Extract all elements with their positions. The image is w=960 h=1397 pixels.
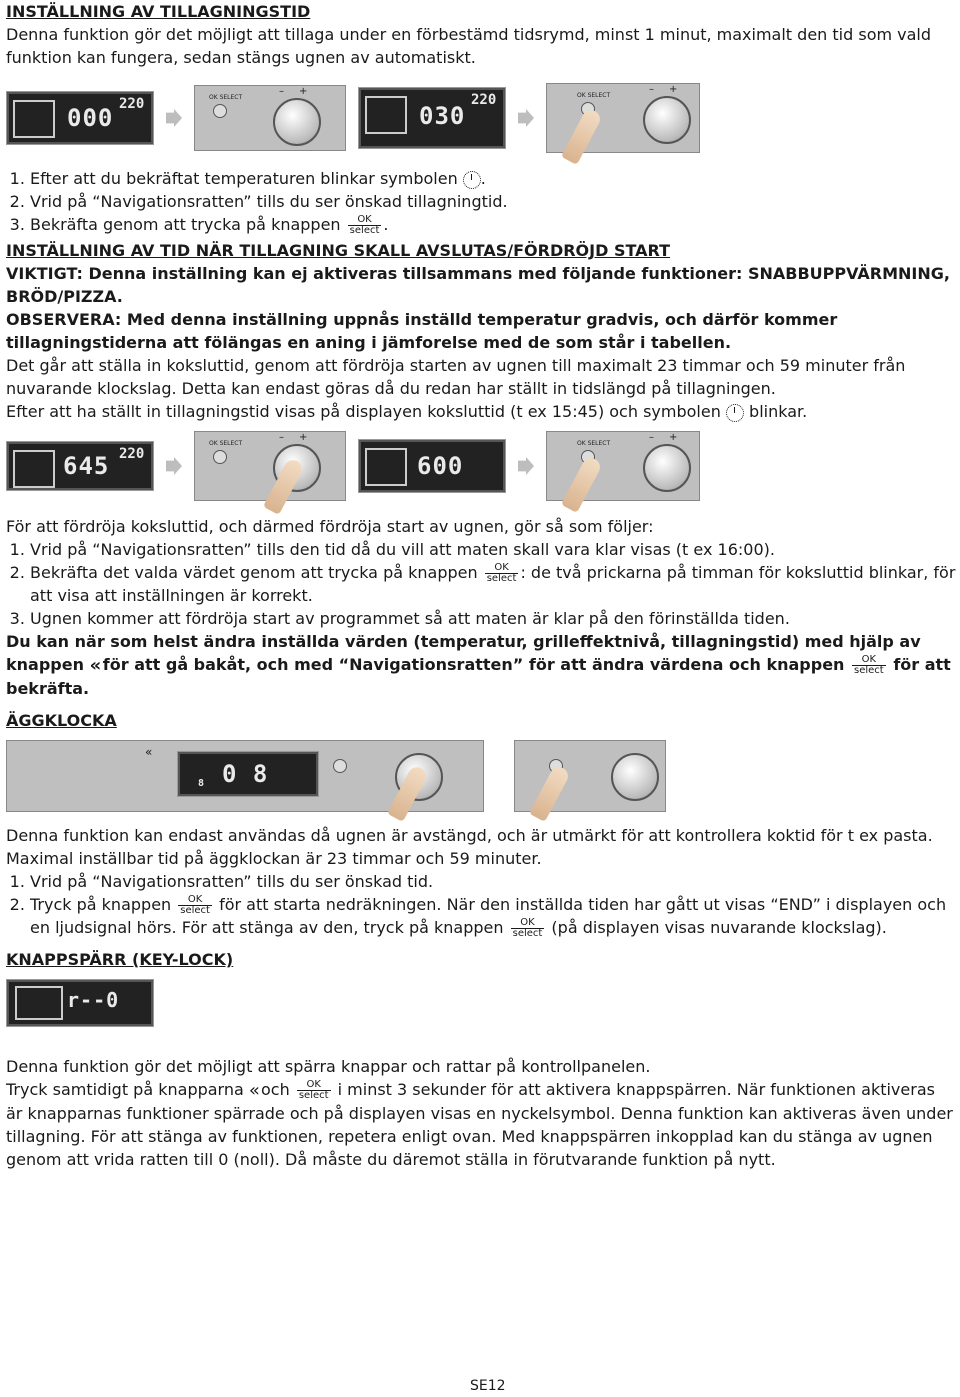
display-figure-1 <box>6 91 154 145</box>
observe-note: OBSERVERA: Med denna inställning uppnås inställd temperatur gradvis, och därför kommer tillagningstiderna att fölängas en aning i jämforelse med de som står i tabellen. <box>6 310 838 352</box>
control-panel-figure-1: OK SELECT – + <box>194 85 346 151</box>
control-panel-figure-3: OK SELECT – + <box>194 431 346 501</box>
section-title-cooking-time: INSTÄLLNING AV TILLAGNINGSTID <box>6 2 311 21</box>
list-item: 1. Efter att du bekräftat temperaturen blinkar symbolen . <box>30 167 956 190</box>
ok-select-icon: OK select <box>486 562 517 584</box>
ok-select-icon: OK select <box>298 1079 329 1101</box>
list-item: 3. Ugnen kommer att fördröja start av programmet så att maten är klar på den förinställda tiden. <box>30 607 956 630</box>
display-figure-3: 645 220 <box>6 441 154 491</box>
ok-select-icon: OK select <box>180 894 210 916</box>
key-lock-display: r--0 <box>6 979 154 1027</box>
key-lock-paragraph-1: Denna funktion gör det möjligt att spärra knappar och rattar på kontrollpanelen. <box>6 1057 651 1076</box>
list-item: 2. Vrid på “Navigationsratten” tills du ser önskad tillagningtid. <box>30 190 956 213</box>
display-figure-4: 600 <box>358 439 506 493</box>
key-lock-paragraph-2: Tryck samtidigt på knapparna « och OK select i minst 3 sekunder för att aktivera knappspärren. När funktionen aktiveras är knapparnas funktioner spärrade och på displayen visas en nyckelsymbol. Denna funktion kan aktiveras även under tillagning. För att stänga av funktionen, repetera enligt ovan. Med knappspärren inkopplad kan du stänga av ugnen genom att vrida ratten till 0 (noll). Då måste du däremot ställa in förutvarande funktion på nytt. <box>6 1079 953 1169</box>
back-icon: « <box>145 745 149 759</box>
important-note: VIKTIGT: Denna inställning kan ej aktiveras tillsammans med följande funktioner: SNABBUPPVÄRMNING, BRÖD/PIZZA. <box>6 264 950 306</box>
egg-timer-display: 0 8 8 <box>177 751 319 797</box>
ok-select-icon: OK select <box>349 214 380 236</box>
ok-select-icon: OK select <box>854 654 884 676</box>
navigation-knob-illustration <box>643 96 691 144</box>
section-title-key-lock: KNAPPSPÄRR (KEY-LOCK) <box>6 950 234 969</box>
list-item: 2. Bekräfta det valda värdet genom att trycka på knappen OK select : de två prickarna på timman för koksluttid blinkar, för att visa att inställningen är korrekt. <box>30 561 956 607</box>
ok-button-illustration <box>333 759 347 773</box>
figure-end-time <box>6 431 956 501</box>
egg-timer-paragraph: Denna funktion kan endast användas då ugnen är avstängd, och är utmärkt för att kontrollera koktid för t ex pasta. Maximal inställbar tid på äggklockan är 23 timmar och 59 minuter. <box>6 826 933 868</box>
ok-select-icon: OK select <box>512 917 543 939</box>
list-item: 1. Vrid på “Navigationsratten” tills den tid då du vill att maten skall vara klar visas (t ex 16:00). <box>30 538 956 561</box>
control-panel-figure-2: OK SELECT – + <box>546 83 700 153</box>
arrow-icon <box>518 457 534 475</box>
finger-icon <box>529 764 571 822</box>
cooking-time-intro: Denna funktion gör det möjligt att tillaga under en förbestämd tidsrymd, minst 1 minut, maximalt den tid som vald funktion kan fungera, sedan stängs ugnen av automatiskt. <box>6 25 932 67</box>
display-time: 000 <box>67 104 114 132</box>
list-item: 1. Vrid på “Navigationsratten” tills du ser önskad tid. <box>30 870 956 893</box>
arrow-icon <box>166 457 182 475</box>
change-values-note: Du kan när som helst ändra inställda värden (temperatur, grilleffektnivå, tillagningstid) med hjälp av knappen « för att gå bakåt, och med “Navigationsratten” för att ändra värdena och knappen OK select för att bekräfta. <box>6 632 951 698</box>
list-item: 3. Bekräfta genom att trycka på knappen OK select . <box>30 213 956 236</box>
document-page <box>6 0 956 1171</box>
control-panel-egg-timer-2 <box>514 740 666 812</box>
delay-steps <box>6 538 956 630</box>
section-title-end-time: INSTÄLLNING AV TID NÄR TILLAGNING SKALL AVSLUTAS/FÖRDRÖJD START <box>6 241 671 260</box>
page-number: SE12 <box>470 1378 506 1394</box>
arrow-icon <box>166 109 182 127</box>
navigation-knob-illustration <box>611 753 659 801</box>
finger-icon <box>561 455 603 513</box>
end-time-paragraph-1: Det går att ställa in koksluttid, genom att fördröja starten av ugnen till maximalt 23 timmar och 59 minuter från nuvarande klockslag. Detta kan endast göras då du redan har ställt in tidslängd på tillagningen. <box>6 356 906 398</box>
display-figure-2: 030 220 <box>358 87 506 149</box>
figure-egg-timer <box>6 740 956 812</box>
cooking-time-steps <box>6 167 956 236</box>
arrow-icon <box>518 109 534 127</box>
end-time-paragraph-2: Efter att ha ställt in tillagningstid visas på displayen koksluttid (t ex 15:45) och symbolen blinkar. <box>6 402 808 421</box>
navigation-knob-illustration <box>273 98 321 146</box>
egg-timer-steps <box>6 870 956 939</box>
list-item: 2. Tryck på knappen OK select för att starta nedräkningen. När den inställda tiden har gått ut visas “END” i displayen och en ljudsignal hörs. För att stänga av den, tryck på knappen OK select (på displayen visas nuvarande klockslag). <box>30 893 956 939</box>
ok-button-illustration <box>213 104 227 118</box>
section-title-egg-timer: ÄGGKLOCKA <box>6 711 117 730</box>
back-icon: « <box>248 1080 256 1101</box>
navigation-knob-illustration <box>643 444 691 492</box>
timer-icon <box>726 404 744 422</box>
figure-cooking-time <box>6 83 956 153</box>
delay-instructions: För att fördröja koksluttid, och därmed fördröja start av ugnen, gör så som följer: <box>6 517 654 536</box>
timer-icon <box>463 171 481 189</box>
finger-icon <box>561 107 603 165</box>
display-temp: 220 <box>119 96 145 112</box>
control-panel-egg-timer <box>6 740 484 812</box>
control-panel-figure-4: OK SELECT – + <box>546 431 700 501</box>
ok-button-illustration <box>213 450 227 464</box>
back-icon: « <box>89 655 98 676</box>
